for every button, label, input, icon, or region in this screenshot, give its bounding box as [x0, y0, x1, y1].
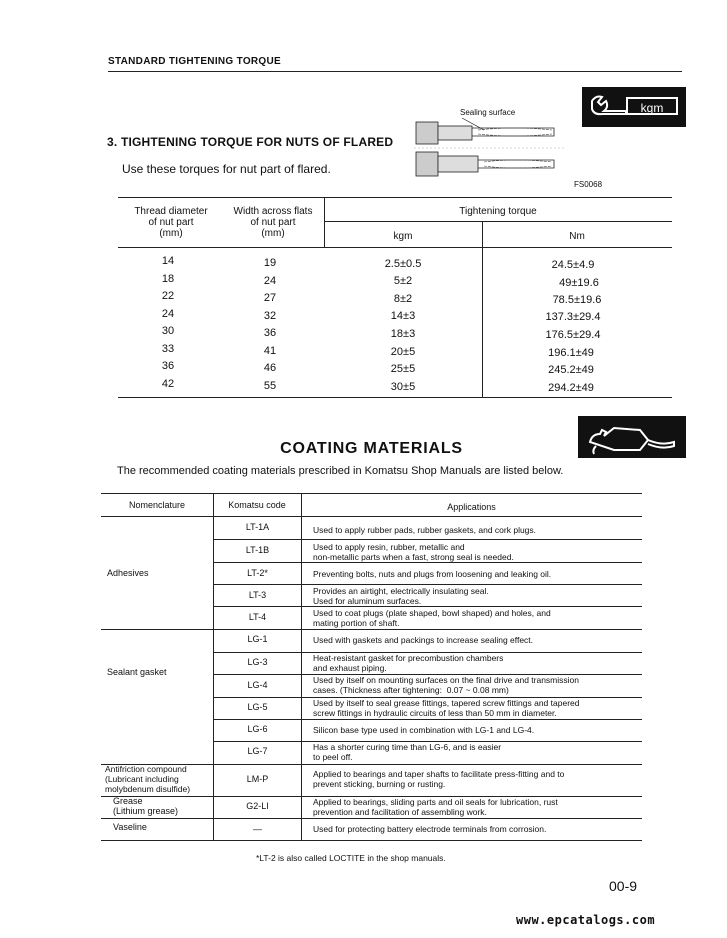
page-number: 00-9 [609, 878, 638, 894]
table-subheader-rule [324, 221, 672, 222]
code-cell: LG-3 [247, 657, 268, 667]
torque-table [118, 197, 672, 398]
row-rule [213, 562, 642, 563]
header-nm: Nm [569, 231, 585, 242]
watermark: www.epcatalogs.com [516, 913, 656, 927]
application-cell: Used by itself to seal grease fittings, tapered screw fittings and tapered screw fittings in hydraulic circuits of less than 50 mm in diameter. [313, 698, 580, 718]
table-top-rule [101, 493, 642, 494]
group-vaseline: Vaseline [113, 822, 147, 832]
row-rule [213, 584, 642, 585]
kgm-badge [582, 87, 686, 127]
nm-cell: 137.3±29.4 [545, 311, 601, 323]
application-cell: Preventing bolts, nuts and plugs from loosening and leaking oil. [313, 569, 552, 579]
code-cell: LM-P [246, 774, 269, 784]
kgm-cell: 18±3 [390, 328, 416, 340]
thread-cell: 42 [161, 378, 175, 390]
kgm-cell: 8±2 [393, 293, 413, 305]
code-cell: LG-6 [247, 724, 268, 734]
group-grease: Grease (Lithium grease) [113, 796, 179, 816]
code-cell: LT-1B [245, 545, 270, 555]
application-cell: Used to apply resin, rubber, metallic and non-metallic parts when a fast, strong seal is needed. [313, 542, 514, 562]
application-cell: Applied to bearings and taper shafts to facilitate press-fitting and to prevent sticking, burning or rusting. [313, 769, 565, 789]
width-cell: 46 [263, 362, 277, 374]
nm-cell: 294.2±49 [548, 382, 594, 394]
width-cell: 32 [263, 310, 277, 322]
width-cell: 41 [263, 345, 277, 357]
code-cell: LT-2* [247, 568, 268, 578]
thread-cell: 24 [161, 308, 175, 320]
code-cell: G2-LI [246, 801, 269, 811]
page-header-title: STANDARD TIGHTENING TORQUE [108, 56, 281, 67]
thread-cell: 22 [161, 290, 175, 302]
grease-tube-icon [578, 416, 686, 458]
row-rule [213, 719, 642, 720]
footnote: *LT-2 is also called LOCTITE in the shop manuals. [256, 853, 446, 863]
figure-code: FS0068 [574, 180, 603, 189]
kgm-cell: 14±3 [390, 310, 416, 322]
nm-cell: 196.1±49 [548, 347, 594, 359]
section-3-title: 3. TIGHTENING TORQUE FOR NUTS OF FLARED [107, 135, 394, 149]
table-header-rule [101, 516, 642, 517]
code-cell: LT-3 [248, 590, 267, 600]
header-kgm: kgm [393, 231, 413, 242]
group-adhesives: Adhesives [107, 568, 149, 578]
code-cell: LG-5 [247, 702, 268, 712]
row-rule [213, 606, 642, 607]
nm-cell: 24.5±4.9 [551, 259, 595, 271]
header-width: Width across flats of nut part (mm) [233, 206, 313, 239]
group-rule [101, 818, 642, 819]
header-code: Komatsu code [228, 500, 286, 510]
nm-cell: 176.5±29.4 [545, 329, 601, 341]
kgm-cell: 30±5 [390, 381, 416, 393]
width-cell: 36 [263, 327, 277, 339]
code-cell: LT-1A [245, 522, 270, 532]
kgm-cell: 25±5 [390, 363, 416, 375]
table-vrule [482, 221, 483, 398]
code-cell: LG-7 [247, 746, 268, 756]
nm-cell: 245.2±49 [548, 364, 594, 376]
table-top-rule [118, 197, 672, 198]
coating-table [101, 493, 642, 841]
width-cell: 27 [263, 292, 277, 304]
row-rule [213, 539, 642, 540]
code-cell: LG-4 [247, 680, 268, 690]
width-cell: 19 [263, 257, 277, 269]
kgm-cell: 5±2 [393, 275, 413, 287]
nm-cell: 49±19.6 [559, 277, 599, 289]
application-cell: Used to apply rubber pads, rubber gaskets, and cork plugs. [313, 525, 537, 535]
header-rule [108, 71, 682, 72]
group-antifriction: Antifriction compound (Lubricant including molybdenum disulfide) [105, 764, 191, 794]
header-nomenclature: Nomenclature [128, 500, 186, 510]
thread-cell: 36 [161, 360, 175, 372]
width-cell: 55 [263, 380, 277, 392]
thread-cell: 18 [161, 273, 175, 285]
application-cell: Used with gaskets and packings to increase sealing effect. [313, 635, 534, 645]
application-cell: Heat-resistant gasket for precombustion chambers and exhaust piping. [313, 653, 504, 673]
code-cell: LG-1 [247, 634, 268, 644]
header-torque: Tightening torque [459, 206, 537, 217]
kgm-cell: 20±5 [390, 346, 416, 358]
kgm-cell: 2.5±0.5 [384, 258, 422, 270]
group-rule [101, 629, 642, 630]
section-3-subtitle: Use these torques for nut part of flared. [122, 162, 331, 176]
code-cell: LT-4 [248, 612, 267, 622]
figure-label: Sealing surface [460, 108, 516, 117]
application-cell: Has a shorter curing time than LG-6, and is easier to peel off. [313, 742, 502, 762]
thread-cell: 33 [161, 343, 175, 355]
code-cell: — [253, 824, 262, 834]
table-bottom-rule [118, 397, 672, 398]
header-applications: Applications [447, 502, 496, 512]
application-cell: Silicon base type used in combination with LG-1 and LG-4. [313, 725, 535, 735]
kgm-badge-label: kgm [626, 97, 678, 115]
table-bottom-rule [101, 840, 642, 841]
grease-tube-badge [578, 416, 686, 458]
coating-title-text: COATING MATERIALS [280, 440, 463, 457]
application-cell: Used for protecting battery electrode terminals from corrosion. [313, 824, 547, 834]
nm-cell: 78.5±19.6 [552, 294, 602, 306]
application-cell: Applied to bearings, sliding parts and oil seals for lubrication, rust prevention and facilitation of assembling work. [313, 797, 558, 817]
application-cell: Used by itself on mounting surfaces on the final drive and transmission cases. (Thickness after tightening: 0.07 ~ 0.08 mm) [313, 675, 579, 695]
coating-intro: The recommended coating materials prescribed in Komatsu Shop Manuals are listed below. [117, 465, 564, 477]
application-cell: Used to coat plugs (plate shaped, bowl shaped) and holes, and mating portion of shaft. [313, 608, 551, 628]
header-thread: Thread diameter of nut part (mm) [134, 206, 208, 239]
thread-cell: 14 [161, 255, 175, 267]
width-cell: 24 [263, 275, 277, 287]
application-cell: Provides an airtight, electrically insulating seal. Used for aluminum surfaces. [313, 586, 489, 606]
thread-cell: 30 [161, 325, 175, 337]
group-sealant-gasket: Sealant gasket [107, 667, 167, 677]
table-header-rule [118, 247, 672, 248]
